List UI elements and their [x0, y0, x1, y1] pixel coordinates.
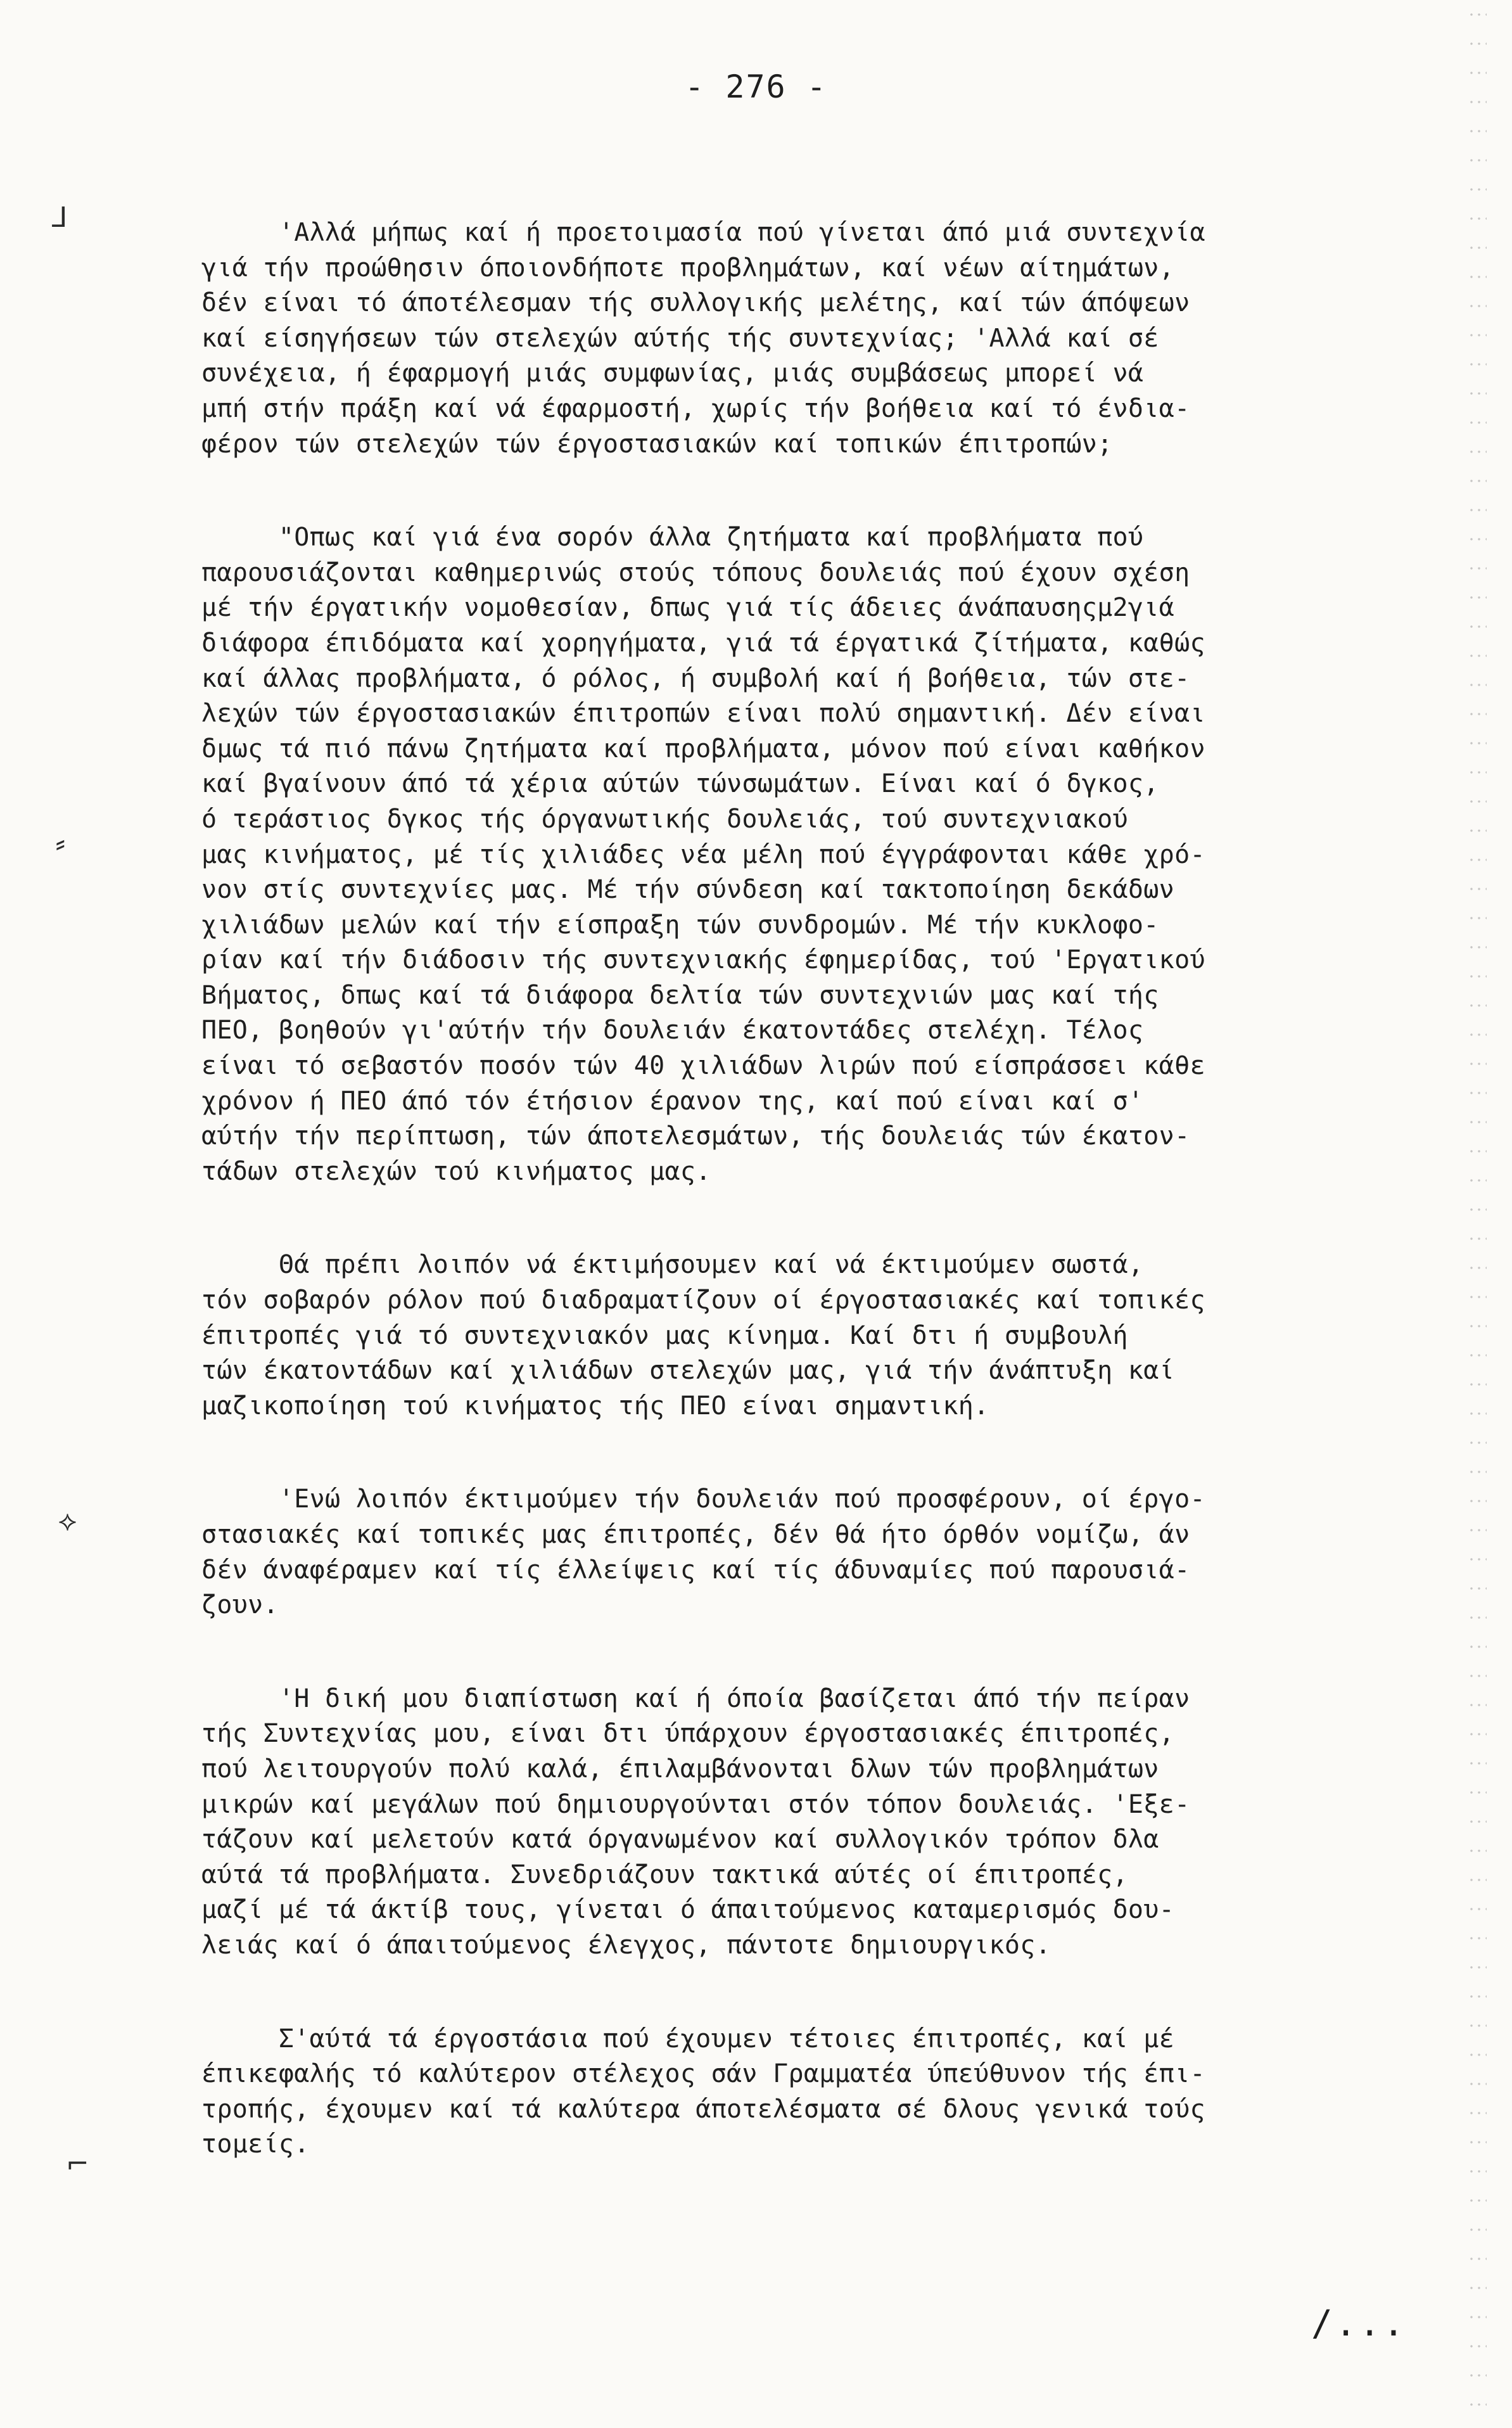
margin-tick-mark: ⸗ — [56, 827, 65, 859]
paragraph: 'Η δική μου διαπίστωση καί ή όποία βασίζεται άπό τήν πείραν τής Συντεχνίας μου, είναι δτι ύπάρχουν έργοστασιακές έπιτροπές, πού λειτουργούν πολύ καλά, έπιλαμβάνονται δλων τών προβλημάτων μικρών καί μεγάλων πού δημιουργούνται στόν τόπον δουλειάς. 'Εξε- τάζουν καί μελετούν κατά όργανωμένον καί συλλογικόν τρόπον δλα αύτά τά προβλήματα. Συνεδριάζουν τακτικά αύτές οί έπιτροπές, μαζί μέ τά άκτίβ τους, γίνεται ό άπαιτούμενος καταμερισμός δου- λειάς καί ό άπαιτούμενος έλεγχος, πάντοτε δημιουργικός. — [201, 1684, 1190, 1960]
paragraph: 'Αλλά μήπως καί ή προετοιμασία πού γίνεται άπό μιά συντεχνία γιά τήν προώθησιν όποιονδήποτε προβλημάτων, καί νέων αίτημάτων, δέν είναι τό άποτέλεσμαν τής συλλογικής μελέτης, καί τών άπόψεων καί είσηγήσεων τών στελεχών αύτής τής συντεχνίας; 'Αλλά καί σέ συνέχεια, ή έφαρμογή μιάς συμφωνίας, μιάς συμβάσεως μπορεί νά μπή στήν πράξη καί νά έφαρμοστή, χωρίς τήν βοήθεια καί τό ένδια- φέρον τών στελεχών τών έργοστασιακών καί τοπικών έπιτροπών; — [201, 218, 1205, 459]
margin-tick-mark: ⟡ — [58, 1505, 77, 1537]
paragraph: Θά πρέπι λοιπόν νά έκτιμήσουμεν καί νά έκτιμούμεν σωστά, τόν σοβαρόν ρόλον πού διαδραματίζουν οί έργοστασιακές καί τοπικές έπιτροπές γιά τό συντεχνιακόν μας κίνημα. Καί δτι ή συμβουλή τών έκατοντάδων καί χιλιάδων στελεχών μας, γιά τήν άνάπτυξη καί μαζικοποίηση τού κινήματος τής ΠΕΟ είναι σημαντική. — [201, 1250, 1205, 1421]
page-number: - 276 - — [685, 68, 827, 105]
scan-edge-noise — [1468, 0, 1487, 2428]
margin-tick-mark: ⌐ — [66, 2148, 89, 2180]
paragraph: Σ'αύτά τά έργοστάσια πού έχουμεν τέτοιες έπιτροπές, καί μέ έπικεφαλής τό καλύτερον στέλεχος σάν Γραμματέα ύπεύθυνον τής έπι- τροπής, έχουμεν καί τά καλύτερα άποτελέσματα σέ δλους γενικά τούς τομείς. — [201, 2024, 1205, 2159]
document-body — [201, 215, 1443, 2221]
continuation-marker: /... — [1311, 2303, 1407, 2344]
paragraph: "Οπως καί γιά ένα σορόν άλλα ζητήματα καί προβλήματα πού παρουσιάζονται καθημερινώς στούς τόπους δουλειάς πού έχουν σχέση μέ τήν έργατικήν νομοθεσίαν, δπως γιά τίς άδειες άνάπαυσηςμ2γιά διάφορα έπιδόματα καί χορηγήματα, γιά τά έργατικά ζίτήματα, καθώς καί άλλας προβλήματα, ό ρόλος, ή συμβολή καί ή βοήθεια, τών στε- λεχών τών έργοστασιακών έπιτροπών είναι πολύ σημαντική. Δέν είναι δμως τά πιό πάνω ζητήματα καί προβλήματα, μόνον πού είναι καθήκον καί βγαίνουν άπό τά χέρια αύτών τώνσωμάτων. Είναι καί ό δγκος, ό τεράστιος δγκος τής όργανωτικής δουλειάς, τού συντεχνιακού μας κινήματος, μέ τίς χιλιάδες νέα μέλη πού έγγράφονται κάθε χρό- νον στίς συντεχνίες μας. Μέ τήν σύνδεση καί τακτοποίηση δεκάδων χιλιάδων μελών καί τήν είσπραξη τών συνδρομών. Μέ τήν κυκλοφο- ρίαν καί τήν διάδοσιν τής συντεχνιακής έφημερίδας, τού 'Εργατικού Βήματος, δπως καί τά διάφορα δελτία τών συντεχνιών μας καί τής ΠΕΟ, βοηθούν γι'αύτήν τήν δουλειάν έκατοντάδες στελέχη. Τέλος είναι τό σεβαστόν ποσόν τών 40 χιλιάδων λιρών πού είσπράσσει κάθε χρόνον ή ΠΕΟ άπό τόν έτήσιον έρανον της, καί πού είναι καί σ' αύτήν τήν περίπτωση, τών άποτελεσμάτων, τής δουλειάς τών έκατον- τάδων στελεχών τού κινήματος μας. — [201, 523, 1205, 1186]
margin-tick-mark: ⅃ — [52, 201, 68, 234]
paragraph: 'Ενώ λοιπόν έκτιμούμεν τήν δουλειάν πού προσφέρουν, οί έργο- στασιακές καί τοπικές μας έπιτροπές, δέν θά ήτο όρθόν νομίζω, άν δέν άναφέραμεν καί τίς έλλείψεις καί τίς άδυναμίες πού παρουσιά- ζουν. — [201, 1485, 1205, 1620]
